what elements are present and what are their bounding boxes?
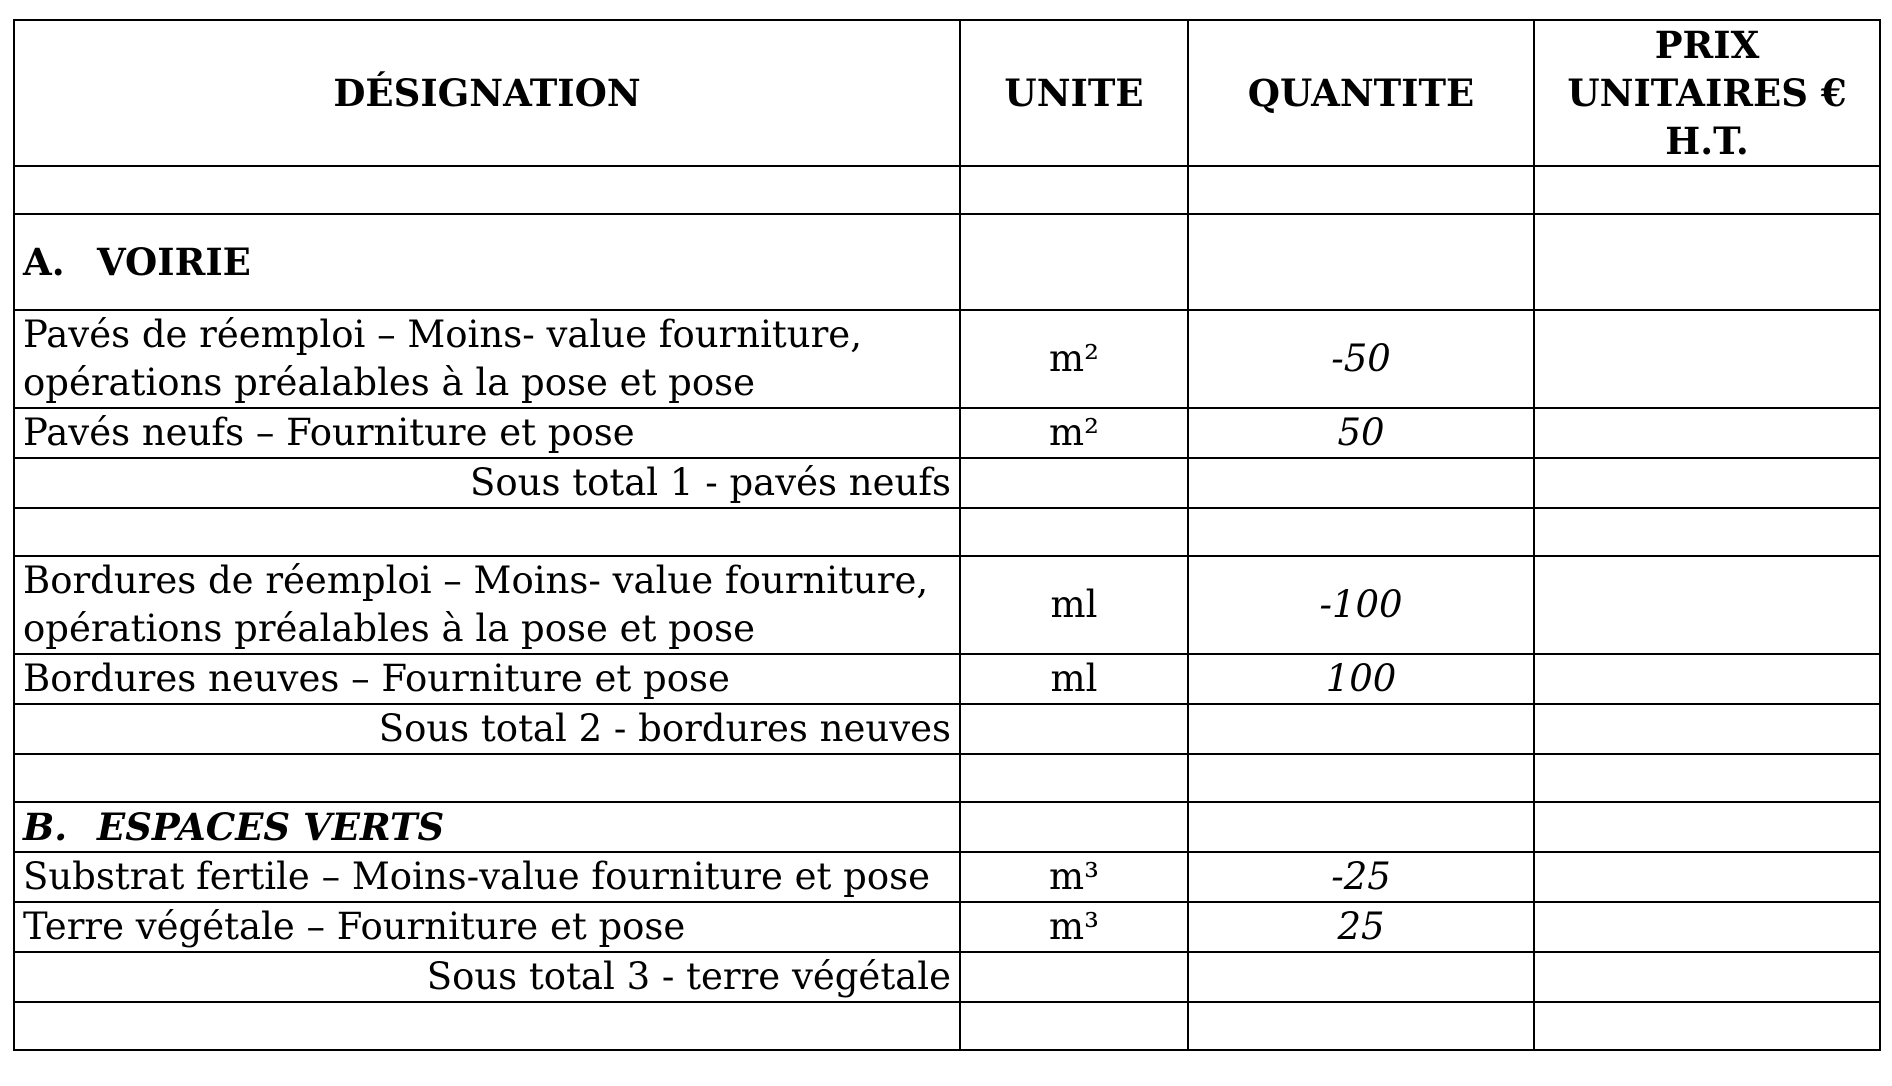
empty-cell: [1534, 1002, 1880, 1050]
empty-cell: [1188, 1002, 1534, 1050]
empty-cell: [14, 1002, 960, 1050]
table-row: [14, 408, 1880, 458]
unit-price-cell: [1534, 654, 1880, 704]
designation-cell: Terre végétale – Fourniture et pose: [14, 902, 960, 952]
table-row: [14, 310, 1880, 408]
empty-cell: [1534, 754, 1880, 802]
spacer-row: [14, 166, 1880, 214]
unit-price-cell: [1534, 408, 1880, 458]
quantity-cell: 100: [1188, 654, 1534, 704]
designation-cell: Bordures neuves – Fourniture et pose: [14, 654, 960, 704]
empty-cell: [1188, 214, 1534, 310]
quantity-cell: -100: [1188, 556, 1534, 654]
designation-line: opérations préalables à la pose et pose: [23, 607, 755, 650]
quantity-cell: 50: [1188, 408, 1534, 458]
unit-price-cell: [1534, 902, 1880, 952]
empty-cell: [1534, 166, 1880, 214]
empty-cell: [14, 754, 960, 802]
table-row: [14, 902, 1880, 952]
spacer-row: [14, 754, 1880, 802]
unit-cell: m³: [960, 902, 1188, 952]
unit-cell: ml: [960, 556, 1188, 654]
table-row: [14, 852, 1880, 902]
unit-price-header: [1534, 20, 1880, 166]
section-heading-row: [14, 214, 1880, 310]
empty-cell: [960, 754, 1188, 802]
unit-cell: m²: [960, 310, 1188, 408]
quantity-cell: 25: [1188, 902, 1534, 952]
empty-cell: [960, 458, 1188, 508]
unit-price-header-line: UNITAIRES €: [1567, 71, 1847, 115]
subtotal-label: Sous total 3 - terre végétale: [14, 952, 960, 1002]
unit-price-cell: [1534, 556, 1880, 654]
empty-cell: [960, 1002, 1188, 1050]
quantity-header: QUANTITE: [1188, 20, 1534, 166]
empty-cell: [960, 214, 1188, 310]
spacer-row: [14, 508, 1880, 556]
subtotal-row: [14, 952, 1880, 1002]
empty-cell: [1188, 458, 1534, 508]
price-schedule-table: [13, 19, 1881, 1051]
designation-header: DÉSIGNATION: [14, 20, 960, 166]
subtotal-label: Sous total 1 - pavés neufs: [14, 458, 960, 508]
table-row: [14, 654, 1880, 704]
table-row: [14, 556, 1880, 654]
quantity-cell: -25: [1188, 852, 1534, 902]
empty-cell: [960, 802, 1188, 852]
section-letter: A.: [23, 240, 65, 284]
designation-line: Bordures de réemploi – Moins- value fourniture,: [23, 559, 929, 602]
designation-cell: Substrat fertile – Moins-value fourniture et pose: [14, 852, 960, 902]
empty-cell: [1188, 802, 1534, 852]
designation-cell: [14, 310, 960, 408]
empty-cell: [1188, 508, 1534, 556]
empty-cell: [960, 166, 1188, 214]
designation-line: opérations préalables à la pose et pose: [23, 361, 755, 404]
empty-cell: [1534, 458, 1880, 508]
empty-cell: [1534, 214, 1880, 310]
designation-line: Pavés de réemploi – Moins- value fourniture,: [23, 313, 862, 356]
quantity-cell: -50: [1188, 310, 1534, 408]
section-label: ESPACES VERTS: [97, 805, 445, 849]
subtotal-row: [14, 458, 1880, 508]
subtotal-row: [14, 704, 1880, 754]
section-heading-row: [14, 802, 1880, 852]
empty-cell: [1534, 508, 1880, 556]
empty-cell: [960, 508, 1188, 556]
section-title-voirie: [14, 214, 960, 310]
spacer-row: [14, 1002, 1880, 1050]
subtotal-label: Sous total 2 - bordures neuves: [14, 704, 960, 754]
empty-cell: [1534, 952, 1880, 1002]
unit-price-header-line: PRIX: [1654, 23, 1760, 67]
unit-price-header-line: H.T.: [1665, 119, 1749, 163]
section-title-espaces-verts: [14, 802, 960, 852]
empty-cell: [1534, 704, 1880, 754]
unit-cell: ml: [960, 654, 1188, 704]
unit-header: UNITE: [960, 20, 1188, 166]
unit-cell: m³: [960, 852, 1188, 902]
unit-price-cell: [1534, 310, 1880, 408]
empty-cell: [960, 704, 1188, 754]
empty-cell: [1188, 952, 1534, 1002]
unit-price-cell: [1534, 852, 1880, 902]
designation-cell: [14, 556, 960, 654]
empty-cell: [1188, 754, 1534, 802]
section-letter: B.: [23, 805, 68, 849]
header-row: [14, 20, 1880, 166]
designation-cell: Pavés neufs – Fourniture et pose: [14, 408, 960, 458]
empty-cell: [1188, 166, 1534, 214]
empty-cell: [1534, 802, 1880, 852]
unit-cell: m²: [960, 408, 1188, 458]
empty-cell: [14, 508, 960, 556]
empty-cell: [1188, 704, 1534, 754]
empty-cell: [14, 166, 960, 214]
section-label: VOIRIE: [97, 240, 251, 284]
empty-cell: [960, 952, 1188, 1002]
